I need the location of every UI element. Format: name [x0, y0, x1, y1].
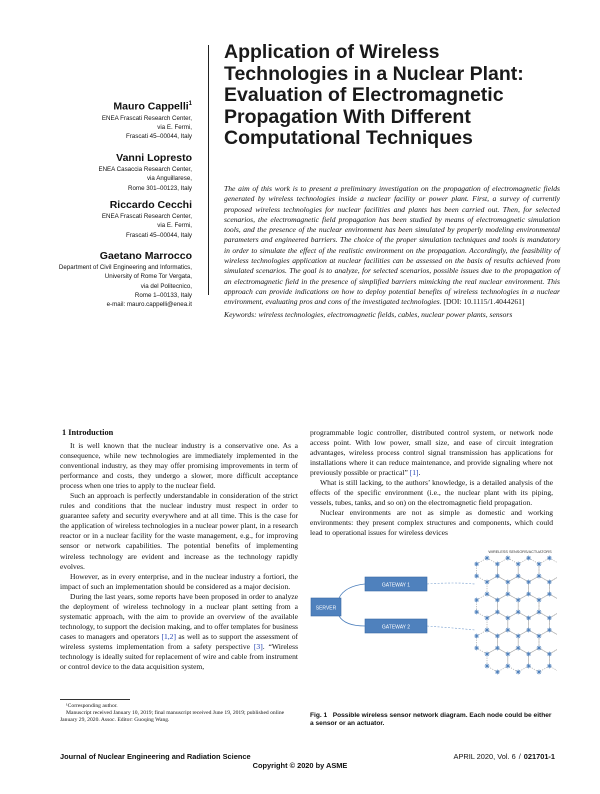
sensor-node-icon — [505, 592, 510, 597]
sensor-node-icon — [505, 580, 510, 585]
sensor-node-icon — [516, 598, 521, 603]
corresponding-mark: 1 — [188, 101, 192, 107]
link-server-gateway2 — [339, 616, 365, 626]
author-block-lopresto — [98, 152, 192, 193]
citation-link[interactable]: [3] — [253, 641, 263, 651]
citation-link[interactable]: [1] — [409, 468, 419, 478]
hex-cell — [477, 558, 498, 582]
footnote-rule — [60, 699, 130, 700]
abstract — [224, 184, 560, 308]
hex-cell — [497, 630, 518, 654]
figure-network-diagram — [305, 540, 557, 708]
sensor-node-icon — [516, 670, 521, 675]
link-gateway2-nodes — [427, 626, 475, 630]
gateway2-label: GATEWAY 2 — [381, 624, 411, 631]
author-email[interactable]: e-mail: mauro.cappelli@enea.it — [106, 301, 192, 309]
author-affiliation-line: Frascati 45–00044, Italy — [125, 231, 192, 239]
sensor-node-icon — [495, 598, 500, 603]
author-block-marrocco — [59, 250, 192, 309]
issue-separator: / — [518, 752, 521, 761]
title-line: Technologies in a Nuclear Plant: — [224, 62, 524, 85]
server-label: SERVER — [315, 605, 337, 612]
author-affiliation-line: Frascati 45–00044, Italy — [125, 133, 192, 141]
copyright: Copyright © 2020 by ASME — [252, 761, 348, 770]
author-affiliation-line: Rome 301–00123, Italy — [128, 184, 192, 192]
author-affiliation-line: ENEA Frascati Research Center, — [101, 213, 192, 220]
author-name: Riccardo Cecchi — [109, 199, 192, 211]
hex-cell — [518, 630, 539, 654]
sensor-node-icon — [505, 652, 510, 657]
author-affiliation-line: Department of Civil Engineering and Informatics, — [58, 264, 192, 271]
hex-grid — [477, 558, 557, 672]
hex-cell — [477, 594, 498, 618]
sensor-node-icon — [526, 580, 531, 585]
paragraph — [310, 428, 553, 478]
sensor-node-icon — [495, 562, 500, 567]
author-name: Mauro Cappelli$^1$ — [113, 100, 192, 113]
hex-cell — [529, 612, 550, 636]
author-affiliation-line: ENEA Casaccia Research Center, — [98, 166, 192, 173]
author-affiliation-line: ENEA Frascati Research Center, — [101, 114, 192, 122]
link-gateway1-nodes — [427, 583, 475, 584]
author-name: Gaetano Marrocco — [99, 250, 192, 262]
paragraph-text: as well as to support the assessment of wireless systems implementation from a safety perspective — [60, 631, 298, 651]
sensor-node-icon — [526, 652, 531, 657]
sensor-node-icon — [495, 646, 500, 651]
sensor-node-icon — [526, 628, 531, 633]
hex-cell — [497, 558, 518, 582]
author-name: Vanni Lopresto — [116, 152, 192, 164]
issue-info — [454, 752, 555, 761]
caption-label: Fig. 1 — [310, 712, 328, 719]
author-block-cappelli — [102, 98, 192, 141]
paragraph: It is well known that the nuclear industry is a conservative one. As a consequence, while new technologies are immediately implemented in the conventional industry, as they may offer promising improvements in term of performance and costs, they undergo a slower, more difficult acceptance process when one tries to apply to the nuclear field. — [60, 441, 298, 491]
sensor-node-icon — [526, 616, 531, 621]
journal-name: Journal of Nuclear Engineering and Radiation Science — [60, 752, 251, 761]
abstract-text: The aim of this work is to present a preliminary investigation on the propagation of electromagnetic fields generated by wireless technologies inside a nuclear facility or power plant. First, a survey of currently proposed wireless technologies for nuclear facilities and plants has been carried out. Then, for selected scenarios, the electromagnetic field propagation has been studied by means of electromagnetic simulation tools, and the presence of the nuclear environment has been simulated by properly modeling environmental parameters and engineered barriers. The choice of the proper simulation techniques and tools is mandatory in order to simulate the effect of the realistic environment on the propagation. Accordingly, the feasibility of wireless technologies application at nuclear facilities can be assessed on the basis of results achieved from simulated scenarios. The goal is to analyze, for selected scenarios, possible issues due to the propagation of an electromagnetic field in the presence of simplified barriers mimicking the real nuclear environment. This approach can provide indications on how to deploy potential benefits of wireless technologies in a nuclear environment, evaluating pros and cons of the investigated technologies. — [224, 184, 560, 307]
sensor-node-icon — [526, 592, 531, 597]
hex-cell — [487, 648, 508, 672]
paper-title — [224, 42, 564, 150]
sensor-node-icon — [495, 670, 500, 675]
title-line: Propagation With Different — [224, 105, 471, 128]
author-affiliation-line: via E. Fermi, — [157, 123, 192, 131]
gateway1-label: GATEWAY 1 — [381, 582, 411, 589]
hex-cell — [487, 612, 508, 636]
hex-cell — [539, 558, 557, 582]
sensor-node-icon — [547, 580, 552, 585]
sensor-node-icon — [516, 562, 521, 567]
sensor-node-icon — [505, 628, 510, 633]
hex-cell — [477, 630, 498, 654]
hex-cell — [539, 594, 557, 618]
sensor-node-icon — [537, 562, 542, 567]
hex-cell — [487, 576, 508, 600]
paragraph: Such an approach is perfectly understandable in consideration of the strict rules and conditions that the nuclear industry must respect in order to guarantee safety and security everywhere and at all time. This is the case for the application of wireless technologies in a nuclear power plant, in a research reactor or in a nuclear facility for the waste management, e.g., for improving sensor or network capabilities. The potential benefits of implementing wireless technology are evident and increase as the technology rapidly evolves. — [60, 491, 298, 571]
sensor-node-icon — [537, 670, 542, 675]
body-column-left — [60, 441, 298, 672]
sensor-node-icon — [547, 556, 552, 561]
hex-cell — [497, 594, 518, 618]
paragraph: However, as in every enterprise, and in the nuclear industry a fortiori, the impact of such an implementation should be considered as a major decision. — [60, 571, 298, 591]
sensor-node-icon — [495, 574, 500, 579]
sensor-node-icon — [516, 646, 521, 651]
page-id: 021701-1 — [523, 752, 555, 761]
sensor-node-icon — [505, 616, 510, 621]
author-affiliation-line: via del Politecnico, — [140, 282, 192, 290]
sensor-node-icon — [474, 646, 479, 651]
title-line: Computational Techniques — [224, 127, 473, 149]
figure-label-nodes: WIRELESS SENSORS/ACTUATORS — [488, 550, 552, 554]
footnotes — [60, 703, 298, 725]
sensor-node-icon — [547, 592, 552, 597]
caption-text: Possible wireless sensor network diagram. Each node could be either a sensor or an actuator. — [310, 712, 552, 728]
hex-cell — [508, 612, 529, 636]
hex-cell — [518, 558, 539, 582]
keywords: Keywords: wireless technologies, electromagnetic fields, cables, nuclear power plants, sensors — [224, 310, 513, 319]
sensor-node-icon — [537, 598, 542, 603]
paragraph: Nuclear environments are not as simple as domestic and working environments: they present complex structures and components, which could lead to operational issues for wireless devices — [310, 508, 553, 538]
citation-link[interactable]: [1,2] — [161, 631, 176, 641]
sensor-node-icon — [537, 646, 542, 651]
sensor-node-icon — [495, 634, 500, 639]
title-rule — [208, 45, 209, 295]
author-affiliation-line: via Anguillarese, — [146, 175, 192, 183]
hex-cell — [508, 576, 529, 600]
sensor-node-icon — [537, 634, 542, 639]
paragraph: What is still lacking, to the authors’ knowledge, is a detailed analysis of the effects of the specific environment (i.e., the nuclear plant with its piping, vessels, tubes, tanks, and so on) on the electromagnetic field propagation. — [310, 478, 553, 508]
footnote: Manuscript received January 10, 2019; final manuscript received June 19, 2019; published online January 29, 2020. Assoc. Editor: Guoqing Wang. — [60, 710, 285, 724]
sensor-node-icon — [485, 580, 490, 585]
footnote: ¹Corresponding author. — [66, 703, 118, 709]
author-affiliation-line: via E. Fermi, — [157, 222, 192, 230]
sensor-node-icon — [547, 664, 552, 669]
sensor-node-icon — [474, 634, 479, 639]
sensor-node-icon — [516, 610, 521, 615]
sensor-node-icon — [495, 610, 500, 615]
paragraph-text: programmable logic controller, distributed control system, or network node access point. With low power, small size, and ease of circuit integration advantages, wireless process control signal transmission has applications for installations where it can reduce maintenance, and provide signaling where not previously possible or practical” — [310, 428, 553, 478]
sensor-node-icon — [474, 562, 479, 567]
link-server-gateway1 — [339, 584, 365, 598]
sensor-node-icon — [474, 574, 479, 579]
title-line: Evaluation of Electromagnetic — [224, 84, 504, 106]
sensor-node-icon — [516, 574, 521, 579]
sensor-node-icon — [485, 592, 490, 597]
figure-caption — [310, 712, 556, 728]
paragraph-text: . “Wireless technology is ideally suited for replacement of wire and cable from instrument or control device to the data acquisition system, — [60, 641, 299, 672]
sensor-node-icon — [474, 610, 479, 615]
sensor-node-icon — [537, 574, 542, 579]
sensor-node-icon — [547, 628, 552, 633]
paragraph — [60, 592, 298, 672]
sensor-node-icon — [526, 556, 531, 561]
hex-cell — [529, 648, 550, 672]
sensor-node-icon — [537, 610, 542, 615]
sensor-node-icon — [485, 556, 490, 561]
sensor-node-icon — [505, 556, 510, 561]
hex-cell — [539, 630, 557, 654]
sensor-node-icon — [485, 616, 490, 621]
paragraph-text: . — [418, 468, 421, 478]
sensor-node-icon — [547, 616, 552, 621]
sensor-node-icon — [474, 598, 479, 603]
issue-date: APRIL 2020, Vol. 6 — [453, 752, 516, 761]
sensor-node-icon — [505, 664, 510, 669]
hex-cell — [508, 648, 529, 672]
author-affiliation-line: Rome 1–00133, Italy — [134, 291, 192, 299]
sensor-node-icon — [485, 652, 490, 657]
sensor-node-icon — [516, 634, 521, 639]
author-affiliation-line: University of Rome Tor Vergata, — [104, 273, 192, 281]
sensor-node-icon — [485, 664, 490, 669]
body-column-right — [310, 428, 553, 539]
sensor-node-icon — [526, 664, 531, 669]
hex-cell — [529, 576, 550, 600]
hex-cell — [518, 594, 539, 618]
doi-link[interactable]: [DOI: 10.1115/1.4044261] — [443, 297, 525, 307]
sensor-node-icon — [547, 652, 552, 657]
author-block-cecchi — [102, 199, 192, 240]
title-line: Application of Wireless — [224, 41, 440, 63]
sensor-node-icon — [485, 628, 490, 633]
section-heading-introduction: 1 Introduction — [62, 428, 114, 437]
paragraph-text: During the last years, some reports have been proposed in order to analyze the deployment of wireless technology in a nuclear plant setting from a systematic approach, with the aim to provide an overview of the available technology, to support the decision making, and to offer templates for business cases to managers and operators — [60, 591, 298, 641]
